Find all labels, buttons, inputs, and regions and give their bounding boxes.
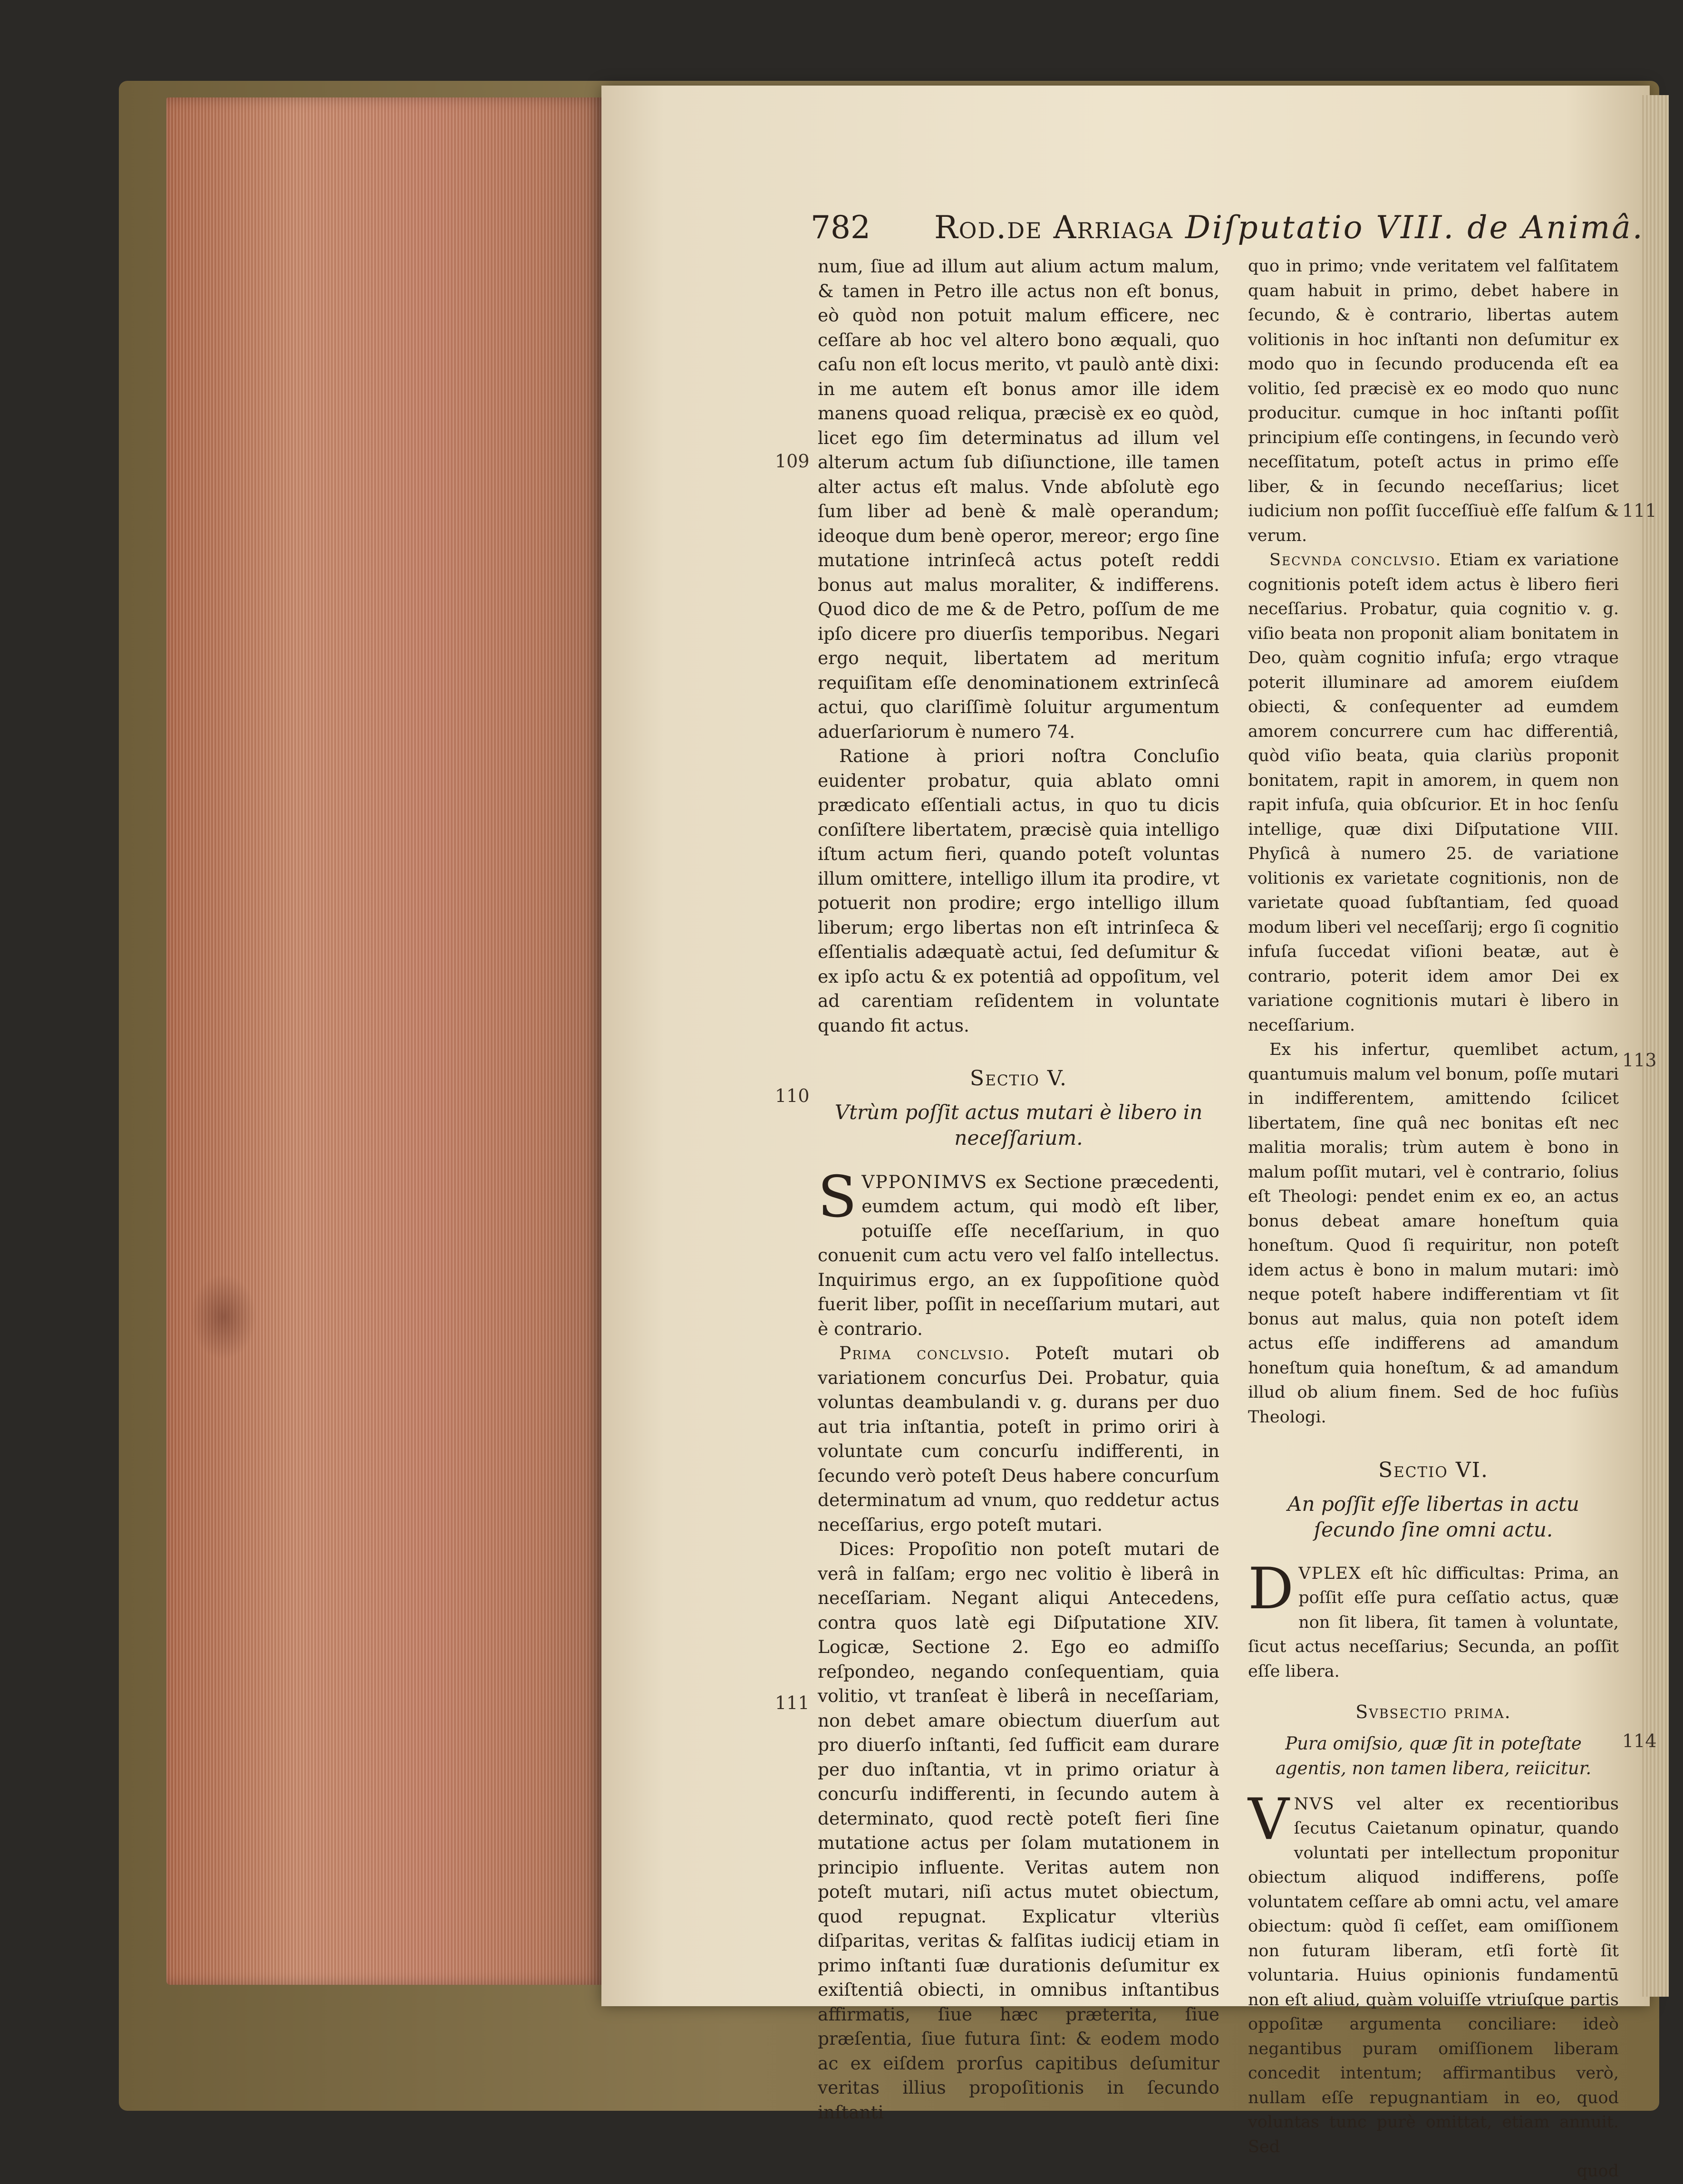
paragraph: num, ſiue ad illum aut alium actum malum, & tamen in Petro ille actus non eſt bonus, eò quòd non potuit malum efficere, nec ceſſare ab hoc vel altero bono æquali, quo caſu non eſt locus merito, vt paulò antè dixi: in me autem eſt bonus amor ille idem manens quoad reliqua, præcisè ex eo quòd, licet ego ſim determinatus ad illum vel alterum actum ſub diſiunctione, ille tamen alter actus eſt malus. Vnde abſolutè ego ſum liber ad benè & malè operandum; ideoque dum benè operor, mereor; ergo ſine mutatione intrinſecâ actus poteſt reddi bonus aut malus moraliter, & indifferens. Quod dico de me & de Petro, poſſum de me ipſo dicere pro diuerſis temporibus. Negari ergo nequit, libertatem ad meritum requiſitam eſſe denominationem extrinſecâ actui, quo clariſſimè ſoluitur argumentum aduerſariorum è numero 74. [818,256,1219,742]
section-title: An poſſit eſſe libertas in actu ſecundo ſine omni actu. [1287,1492,1579,1541]
paragraph: Prima conclvsio. Poteſt mutari ob variationem concurſus Dei. Probatur, quia voluntas deambulandi v. g. durans per duo aut tria inſtantia, poteſt in primo oriri à voluntate cum concurſu indifferenti, in ſecundo verò poteſt Deus habere concurſum determinatum ad vnum, quo reddetur actus neceſſarius, ergo poteſt mutari. [818,1343,1219,1535]
paragraph: Dices: Propoſitio non poteſt mutari de verâ in falſam; ergo nec volitio è liberâ in neceſſariam. Negant aliqui Antecedens, contra quos latè egi Diſputatione XIV. Logicæ, Sectione 2. Ego eo admiſſo reſpondeo, negando conſequentiam, quia volitio, vt tranſeat è liberâ in neceſſariam, non debet amare obiectum diuerſum aut pro diuerſo inſtanti, ſed ſufficit eam durare per duo inſtantia, vt in primo oriatur à concurſu indifferenti, in ſecundo autem à determinato, quod rectè poteſt fieri ſine mutatione actus per ſolam mutationem in principio influente. Veritas autem non poteſt mutari, niſi actus mutet obiectum, quod repugnat. Explicatur vlteriùs diſparitas, veritas & falſitas iudicij etiam in primo inſtanti ſuæ durationis deſumitur ex exiſtentiâ obiecti, in omnibus inſtantibus affirmatis, ſiue hæc præterita, ſiue præſentia, ſiue futura ſint: & eodem modo ac ex eiſdem prorſus capitibus deſumitur veritas illius propoſitionis in ſecundo inſtanti [818,1538,1219,2123]
paragraph: Secvnda conclvsio. Etiam ex variatione cognitionis poteſt idem actus è libero fieri neceſſarius. Probatur, quia cognitio v. g. viſio beata non proponit aliam bonitatem in Deo, quàm cognitio infuſa; ergo vtraque poterit illuminare ad amorem eiuſdem obiecti, & conſequenter ad eumdem amorem concurrere cum hac differentiâ, quòd viſio beata, quia clariùs proponit bonitatem, rapit in amorem, in quem non rapit infuſa, quia obſcurior. Et in hoc ſenſu intellige, quæ dixi Diſputatione VIII. Phyſicâ à numero 25. de variatione volitionis ex varietate cognitionis, non de varietate quoad ſubſtantiam, ſed quoad modum liberi vel neceſſarij; ergo ſi cognitio infuſa ſuccedat viſioni beatæ, aut è contrario, poterit idem amor Dei ex variatione cognitionis mutari è libero in neceſſarium. [1248,551,1619,1035]
paragraph: VNVS vel alter ex recentioribus ſecutus Caietanum opinatur, quando voluntati per intellectum proponitur obiectum aliquod indifferens, poſſe voluntatem ceſſare ab omni actu, vel amare obiectum: quòd ſi ceſſet, eam omiſſionem non futuram liberam, etſi fortè ſit voluntaria. Huius opinionis fundamentū non eſt aliud, quàm voluiſſe vtriuſque partis oppoſitæ argumenta conciliare: ideò negantibus puram omiſſionem liberam concedit intentum; affirmantibus verò, nullam eſſe repugnantiam in eo, quod voluntas tunc purè omittat, etiam annuit. Sed [1248,1786,1619,2156]
subsection-title: Pura omiſsio, quæ ſit in poteſtate agentis, non tamen libera, reiicitur. [1275,1733,1592,1778]
catchword: quod [1577,2162,1619,2181]
running-header [811,209,1644,252]
margin-number: 111 [775,1692,810,1713]
paragraph: Ratione à priori noſtra Concluſio euidenter probatur, quia ablato omni prædicato eſſentiali actus, in quo tu dicis conſiſtere libertatem, præcisè quia intelligo iſtum actum fieri, quando poteſt voluntas illum omittere, intelligo illum ita prodire, vt potuerit non prodire; ergo intelligo illum liberum; ergo libertas non eſt intrinſeca & eſſentialis adæquatè actui, ſed deſumitur & ex ipſo actu & ex potentiâ ad oppoſitum, vel ad carentiam reſidentem in voluntate quando fit actus. [818,745,1219,1036]
margin-number: 113 [1622,1050,1657,1071]
section-heading: Sectio V. [970,1066,1067,1091]
page-number: 782 [811,209,871,246]
page-fore-edge [166,97,604,1985]
paragraph: DVPLEX eſt hîc difficultas: Prima, an poſſit eſſe pura ceſſatio actus, quæ non ſit libera, ſit tamen à voluntate, ſicut actus neceſſarius; Secunda, an poſſit eſſe libera. [1248,1556,1619,1681]
running-subject: Diſputatio VIII. de Animâ. [1185,209,1644,246]
stain-mark [190,1274,257,1360]
subsection-heading: Svbsectio prima. [1355,1701,1511,1722]
drop-cap: V [1248,1786,1289,1853]
margin-number: 110 [775,1085,810,1106]
drop-cap: S [818,1164,857,1230]
section-title: Vtrùm poſſit actus mutari è libero in neceſſarium. [834,1100,1203,1150]
drop-cap: D [1248,1556,1294,1622]
margin-number: 109 [775,451,810,472]
running-title: Rod.de Arriaga Diſputatio VIII. de Animâ. [934,209,1644,246]
section-heading: Sectio VI. [1378,1458,1489,1482]
left-column [818,254,1219,2125]
right-column [1248,254,1619,2184]
margin-number: 114 [1622,1730,1657,1751]
next-pages-edge [1640,95,1669,1997]
margin-number: 111 [1622,500,1657,521]
paragraph: SVPPONIMVS ex Sectione præcedenti, eumdem actum, qui modò eſt liber, potuiſſe eſſe neceſſarium, in quo conuenit cum actu vero vel falſo intellectus. Inquirimus ergo, an ex ſuppoſitione quòd fuerit liber, poſſit in neceſſarium mutari, aut è contrario. [818,1164,1219,1339]
paragraph: quo in primo; vnde veritatem vel falſitatem quam habuit in primo, debet habere in ſecundo, & è contrario, libertas autem volitionis in hoc inſtanti non deſumitur ex modo quo in ſecundo producenda eſt ea volitio, ſed præcisè ex eo modo quo nunc producitur. cumque in hoc inſtanti poſſit principium eſſe contingens, in ſecundo verò neceſſitatum, poteſt actus in primo eſſe liber, & in ſecundo neceſſarius; licet iudicium non poſſit ſucceſſiuè eſſe falſum & verum. [1248,257,1619,545]
paragraph: Ex his infertur, quemlibet actum, quantumuis malum vel bonum, poſſe mutari in indifferentem, amittendo ſcilicet libertatem, ſine quâ nec bonitas eſt nec malitia moralis; trùm autem è bono in malum poſſit mutari, vel è contrario, ſolius eſt Theologi: pendet enim ex eo, an actus bonus debeat amare honeſtum quia honeſtum. Quod ſi requiritur, non poteſt idem actus è bono in malum mutari: imò neque poteſt habere indifferentiam vt ſit bonus aut malus, quia non poteſt idem actus eſſe indifferens ad amandum honeſtum quia honeſtum, & ad amandum illud ob alium finem. Sed de hoc fuſiùs Theologi. [1248,1040,1619,1427]
